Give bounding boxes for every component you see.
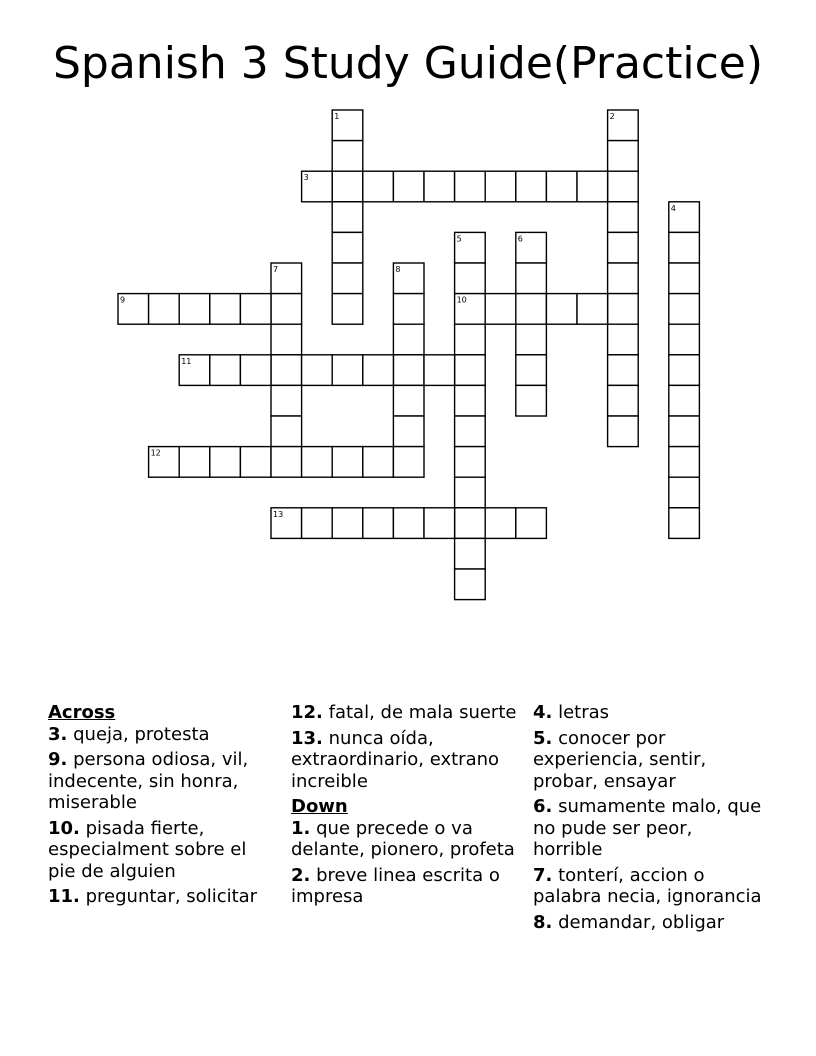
clue-number-label: 2 [609,112,615,121]
grid-cell[interactable] [455,385,486,416]
grid-cell[interactable] [332,447,363,478]
grid-cell[interactable] [302,355,333,386]
grid-cell[interactable] [393,416,424,447]
grid-cell[interactable] [424,355,455,386]
grid-cell[interactable] [608,202,639,233]
grid-cell[interactable] [424,508,455,539]
grid-cell[interactable] [210,447,241,478]
grid-cell[interactable] [516,171,547,202]
grid-cell[interactable] [363,508,394,539]
grid-cell[interactable] [455,355,486,386]
down-clue-6: 6. sumamente malo, que no pude ser peor, horrible [533,796,762,860]
down-clue-7: 7. tonterí, accion o palabra necia, ignorancia [533,864,762,907]
grid-cell[interactable] [455,477,486,508]
grid-cell[interactable] [149,294,180,325]
clue-number-label: 9 [120,295,126,305]
grid-cell[interactable] [210,355,241,386]
down-clue-1: 1. que precede o va delante, pionero, profeta [291,817,515,860]
across-clue-13: 13. nunca oída, extraordinario, extrano increible [291,727,500,792]
clue-number-label: 8 [395,265,401,274]
grid-cell[interactable] [669,232,700,263]
grid-cell[interactable] [240,447,271,478]
grid-cell[interactable] [516,263,547,294]
grid-cell[interactable] [363,171,394,202]
grid-cell[interactable] [363,355,394,386]
clue-number-label: 10 [456,295,467,305]
grid-cell[interactable] [669,416,700,447]
grid-cell[interactable] [393,171,424,202]
grid-cell[interactable] [608,324,639,355]
grid-cell[interactable] [240,355,271,386]
grid-cell[interactable] [608,171,639,202]
grid-cell[interactable] [363,447,394,478]
down-clue-4: 4. letras [533,702,610,723]
grid-cell[interactable] [577,171,608,202]
grid-cell[interactable] [608,416,639,447]
grid-cell[interactable] [485,294,516,325]
grid-cell[interactable] [516,385,547,416]
grid-cell[interactable] [669,447,700,478]
clue-number-label: 12 [150,448,161,458]
clues-column-3 [533,702,765,937]
clue-number-label: 7 [273,265,279,274]
grid-cell[interactable] [332,171,363,202]
grid-cell[interactable] [669,324,700,355]
across-clue-10: 10. pisada fierte, especialment sobre el pie de alguien [48,817,247,882]
grid-cell[interactable] [302,447,333,478]
grid-cell[interactable] [302,508,333,539]
grid-cell[interactable] [516,324,547,355]
grid-cell[interactable] [271,385,302,416]
grid-cell[interactable] [577,294,608,325]
clue-number-label: 5 [456,234,462,244]
grid-cell[interactable] [608,232,639,263]
grid-cell[interactable] [608,355,639,386]
grid-cell[interactable] [393,447,424,478]
across-clue-9: 9. persona odiosa, vil, indecente, sin honra, miserable [48,749,249,813]
down-heading: Down [291,796,348,817]
grid-cell[interactable] [393,324,424,355]
grid-cell[interactable] [424,171,455,202]
grid-cell[interactable] [393,508,424,539]
across-heading: Across [48,702,116,723]
grid-cell[interactable] [332,202,363,233]
grid-cell[interactable] [271,324,302,355]
clue-number-label: 6 [517,234,523,244]
grid-cell[interactable] [608,294,639,325]
page-title: Spanish 3 Study Guide(Practice) [52,38,763,89]
grid-cell[interactable] [485,508,516,539]
grid-cell[interactable] [516,294,547,325]
grid-cell[interactable] [240,294,271,325]
clues-column-2 [291,702,523,912]
grid-cell[interactable] [393,355,424,386]
grid-cell[interactable] [332,508,363,539]
grid-cell[interactable] [669,263,700,294]
across-clue-12: 12. fatal, de mala suerte [291,702,517,723]
grid-cell[interactable] [669,477,700,508]
grid-cell[interactable] [669,294,700,325]
grid-cell[interactable] [485,171,516,202]
grid-cell[interactable] [179,447,210,478]
grid-cell[interactable] [669,355,700,386]
clues-column-1 [48,702,278,912]
clue-number-label: 1 [334,112,340,121]
grid-cell[interactable] [332,355,363,386]
grid-cell[interactable] [669,385,700,416]
grid-cell[interactable] [393,294,424,325]
grid-cell[interactable] [332,294,363,325]
grid-cell[interactable] [271,416,302,447]
grid-cell[interactable] [608,263,639,294]
grid-cell[interactable] [516,355,547,386]
across-clue-3: 3. queja, protesta [48,723,210,745]
clue-number-label: 4 [670,203,676,213]
grid-cell[interactable] [516,508,547,539]
grid-cell[interactable] [546,171,577,202]
grid-cell[interactable] [332,141,363,172]
grid-cell[interactable] [332,263,363,294]
grid-cell[interactable] [455,538,486,569]
grid-cell[interactable] [455,263,486,294]
across-clue-11: 11. preguntar, solicitar [48,886,258,907]
grid-cell[interactable] [271,355,302,386]
grid-cell[interactable] [455,508,486,539]
grid-cell[interactable] [608,141,639,172]
grid-cell[interactable] [210,294,241,325]
grid-cell[interactable] [455,569,486,600]
grid-cell[interactable] [179,294,210,325]
down-clue-5: 5. conocer por experiencia, sentir, probar, ensayar [533,727,707,792]
grid-cell[interactable] [546,294,577,325]
grid-cell[interactable] [455,447,486,478]
grid-cell[interactable] [271,294,302,325]
grid-cell[interactable] [455,324,486,355]
clue-number-label: 13 [273,509,284,519]
clue-number-label: 3 [303,173,309,183]
grid-cell[interactable] [669,508,700,539]
grid-cell[interactable] [393,385,424,416]
grid-cell[interactable] [271,447,302,478]
clue-number-label: 11 [181,356,192,366]
grid-cell[interactable] [455,416,486,447]
grid-cell[interactable] [608,385,639,416]
grid-cell[interactable] [455,171,486,202]
grid-cell[interactable] [332,232,363,263]
down-clue-8: 8. demandar, obligar [533,911,725,933]
down-clue-2: 2. breve linea escrita o impresa [291,864,500,907]
